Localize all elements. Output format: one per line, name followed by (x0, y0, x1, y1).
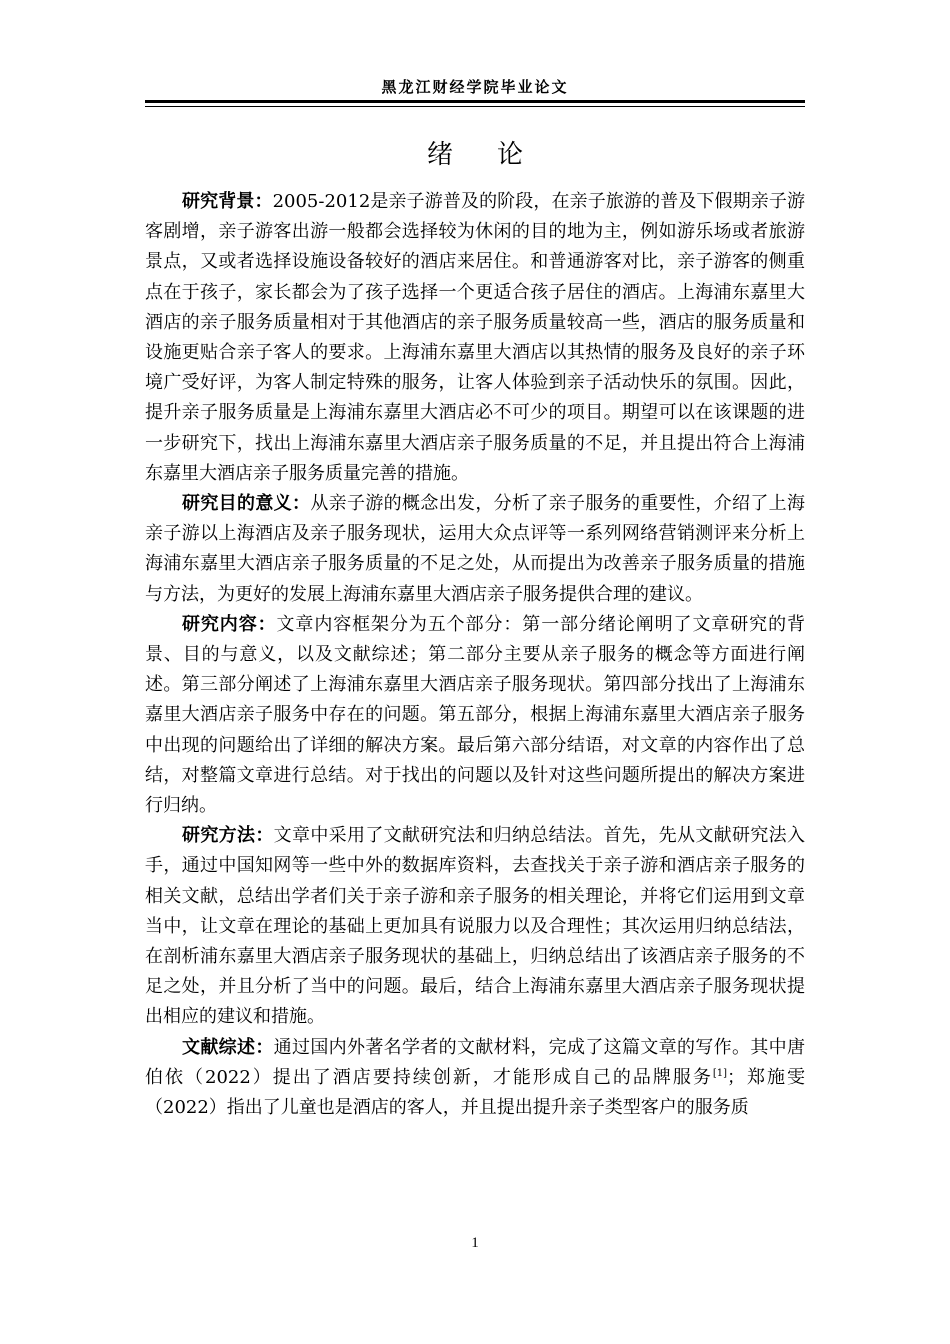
paragraph-text: 通过国内外著名学者的文献材料，完成了这篇文章的写作。其中唐伯依（2022）提出了酒店要持续创新，才能形成自己的品牌服务 (145, 1036, 806, 1088)
section-label: 研究目的意义： (182, 493, 311, 515)
section-label: 研究内容： (182, 613, 277, 635)
chapter-title-text: 绪论 (426, 140, 567, 170)
citation-marker: [1] (712, 1067, 727, 1079)
paragraph-text: 从亲子游的概念出发，分析了亲子服务的重要性，介绍了上海亲子游以上海酒店及亲子服务现状，运用大众点评等一系列网络营销测评来分析上海浦东嘉里大酒店亲子服务质量的不足之处，从而提出为改善亲子服务质量的措施与方法，为更好的发展上海浦东嘉里大酒店亲子服务提供合理的建议。 (145, 493, 806, 605)
paragraph-text: 2005-2012是亲子游普及的阶段，在亲子旅游的普及下假期亲子游客剧增，亲子游客出游一般都会选择较为休闲的目的地为主，例如游乐场或者旅游景点，又或者选择设施设备较好的酒店来居住。和普通游客对比，亲子游客的侧重点在于孩子，家长都会为了孩子选择一个更适合孩子居住的酒店。上海浦东嘉里大酒店的亲子服务质量相对于其他酒店的亲子服务质量较高一些，酒店的服务质量和设施更贴合亲子客人的要求。上海浦东嘉里大酒店以其热情的服务及良好的亲子环境广受好评，为客人制定特殊的服务，让客人体验到亲子活动快乐的氛围。因此，提升亲子服务质量是上海浦东嘉里大酒店必不可少的项目。期望可以在该课题的进一步研究下，找出上海浦东嘉里大酒店亲子服务质量的不足，并且提出符合上海浦东嘉里大酒店亲子服务质量完善的措施。 (145, 191, 806, 484)
section-label: 研究背景： (182, 191, 273, 212)
header-rule-thin (145, 106, 805, 107)
paragraph-literature (145, 1033, 805, 1124)
chapter-title (145, 134, 805, 171)
paragraph-purpose (145, 489, 805, 610)
header-rule-thick (145, 100, 805, 103)
paragraph-content (145, 610, 805, 821)
paragraph-text: 文章内容框架分为五个部分：第一部分绪论阐明了文章研究的背景、目的与意义，以及文献综述；第二部分主要从亲子服务的概念等方面进行阐述。第三部分阐述了上海浦东嘉里大酒店亲子服务现状。第四部分找出了上海浦东嘉里大酒店亲子服务中存在的问题。第五部分，根据上海浦东嘉里大酒店亲子服务中出现的问题给出了详细的解决方案。最后第六部分结语，对文章的内容作出了总结，对整篇文章进行总结。对于找出的问题以及针对这些问题所提出的解决方案进行归纳。 (145, 613, 805, 817)
paragraph-text: 文章中采用了文献研究法和归纳总结法。首先，先从文献研究法入手，通过中国知网等一些中外的数据库资料，去查找关于亲子游和酒店亲子服务的相关文献，总结出学者们关于亲子游和亲子服务的相关理论，并将它们运用到文章当中，让文章在理论的基础上更加具有说服力以及合理性；其次运用归纳总结法，在剖析浦东嘉里大酒店亲子服务现状的基础上，归纳总结出了该酒店亲子服务的不足之处，并且分析了当中的问题。最后，结合上海浦东嘉里大酒店亲子服务现状提出相应的建议和措施。 (145, 825, 806, 1028)
running-header: 黑龙江财经学院毕业论文 (381, 78, 569, 96)
paragraph-background (145, 187, 805, 489)
section-label: 文献综述： (182, 1036, 274, 1058)
section-label: 研究方法： (182, 825, 274, 847)
body-text (145, 187, 805, 1123)
page-number: 1 (471, 1235, 479, 1251)
paragraph-methods (145, 821, 805, 1032)
paragraph-text: ；郑施雯（2022）指出了儿童也是酒店的客人，并且提出提升亲子类型客户的服务质 (145, 1066, 806, 1119)
